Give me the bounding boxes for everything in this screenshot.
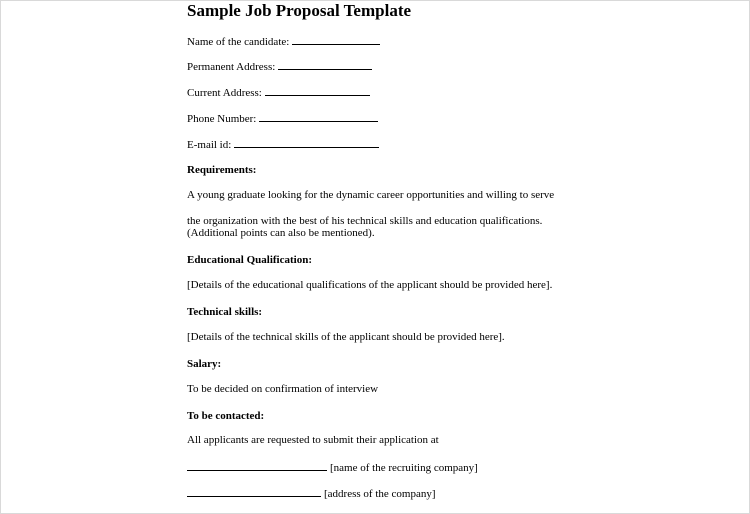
field-candidate-name [187, 34, 380, 49]
education-text: [Details of the educational qualifications of the applicant should be provided here]. [187, 279, 553, 291]
education-heading: Educational Qualification: [187, 254, 312, 266]
field-phone-number [187, 111, 378, 126]
technical-text: [Details of the technical skills of the applicant should be provided here]. [187, 331, 505, 343]
field-permanent-address [187, 59, 372, 74]
email-blank[interactable] [234, 137, 379, 148]
company-name-placeholder: [name of the recruiting company] [330, 462, 478, 474]
contact-text: All applicants are requested to submit their application at [187, 434, 439, 446]
requirements-heading: Requirements: [187, 164, 257, 176]
document-title: Sample Job Proposal Template [187, 1, 412, 20]
candidate-name-blank[interactable] [292, 34, 380, 45]
company-address-line [187, 486, 436, 501]
field-label: Current Address: [187, 87, 262, 99]
contact-heading: To be contacted: [187, 410, 265, 422]
field-email [187, 137, 379, 152]
requirements-line-2: the organization with the best of his technical skills and education qualifications. [187, 215, 543, 227]
requirements-line-3: (Additional points can also be mentioned). [187, 227, 375, 239]
field-label: Permanent Address: [187, 61, 276, 73]
field-label: Name of the candidate: [187, 36, 290, 48]
company-address-placeholder: [address of the company] [324, 488, 436, 500]
salary-text: To be decided on confirmation of interview [187, 383, 379, 395]
company-name-line [187, 460, 478, 475]
current-address-blank[interactable] [265, 85, 370, 96]
field-label: E-mail id: [187, 139, 232, 151]
phone-number-blank[interactable] [259, 111, 378, 122]
technical-heading: Technical skills: [187, 306, 263, 318]
salary-heading: Salary: [187, 358, 222, 370]
field-label: Phone Number: [187, 113, 257, 125]
company-address-blank[interactable] [187, 486, 321, 497]
field-current-address [187, 85, 370, 100]
company-name-blank[interactable] [187, 460, 327, 471]
requirements-line-1: A young graduate looking for the dynamic career opportunities and willing to serve [187, 189, 555, 201]
permanent-address-blank[interactable] [278, 59, 372, 70]
